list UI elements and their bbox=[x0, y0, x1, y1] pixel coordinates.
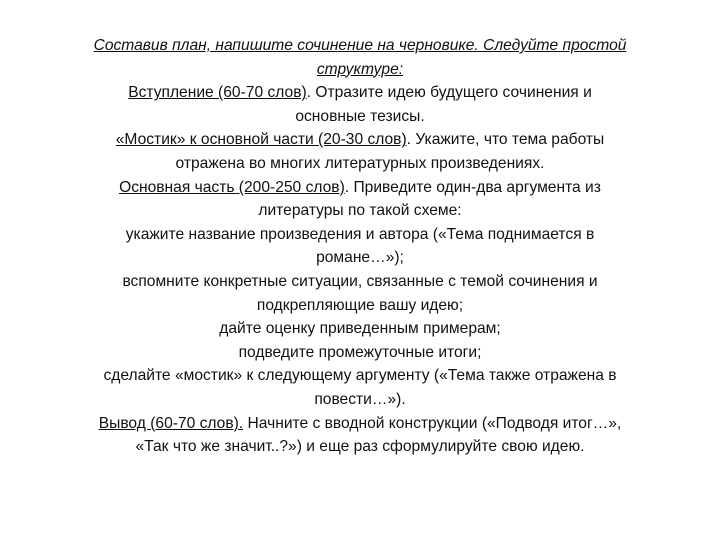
main-text-2: литературы по такой схеме: bbox=[258, 202, 462, 220]
main-line bbox=[30, 176, 690, 200]
bridge-text: . Укажите, что тема работы bbox=[406, 131, 605, 149]
step-1-line-1: укажите название произведения и автора («Тема поднимается в bbox=[125, 225, 595, 243]
step-5-line-2: повести…»). bbox=[314, 390, 406, 408]
step-1-line-2: романе…»); bbox=[316, 249, 404, 267]
step-2-line-2: подкрепляющие вашу идею; bbox=[256, 296, 464, 314]
conclusion-line bbox=[30, 412, 690, 436]
heading-line-1: Составив план, напишите сочинение на черновике. Следуйте простой bbox=[93, 37, 627, 54]
bridge-text-2: отражена во многих литературных произведениях. bbox=[175, 154, 545, 172]
main-text: . Приведите один-два аргумента из bbox=[344, 178, 601, 196]
intro-label: Вступление (60-70 слов) bbox=[128, 84, 307, 102]
intro-line bbox=[30, 81, 690, 105]
step-3: дайте оценку приведенным примерам; bbox=[219, 320, 501, 338]
step-2-line-1: вспомните конкретные ситуации, связанные с темой сочинения и bbox=[122, 272, 598, 290]
bridge-label: «Мостик» к основной части (20-30 слов) bbox=[115, 131, 407, 149]
main-label: Основная часть (200-250 слов) bbox=[119, 178, 345, 196]
conclusion-text: Начните с вводной конструкции («Подводя итог…», bbox=[243, 414, 622, 432]
heading-line-2: структуре: bbox=[316, 60, 404, 78]
intro-text: . Отразите идею будущего сочинения и bbox=[306, 84, 592, 102]
conclusion-label: Вывод (60-70 слов). bbox=[98, 414, 244, 432]
bridge-line bbox=[30, 128, 690, 152]
step-5-line-1: сделайте «мостик» к следующему аргументу («Тема также отражена в bbox=[103, 367, 617, 385]
step-4: подведите промежуточные итоги; bbox=[238, 343, 482, 361]
conclusion-text-2: «Так что же значит..?») и еще раз сформулируйте свою идею. bbox=[135, 438, 585, 456]
intro-text-2: основные тезисы. bbox=[295, 107, 425, 125]
